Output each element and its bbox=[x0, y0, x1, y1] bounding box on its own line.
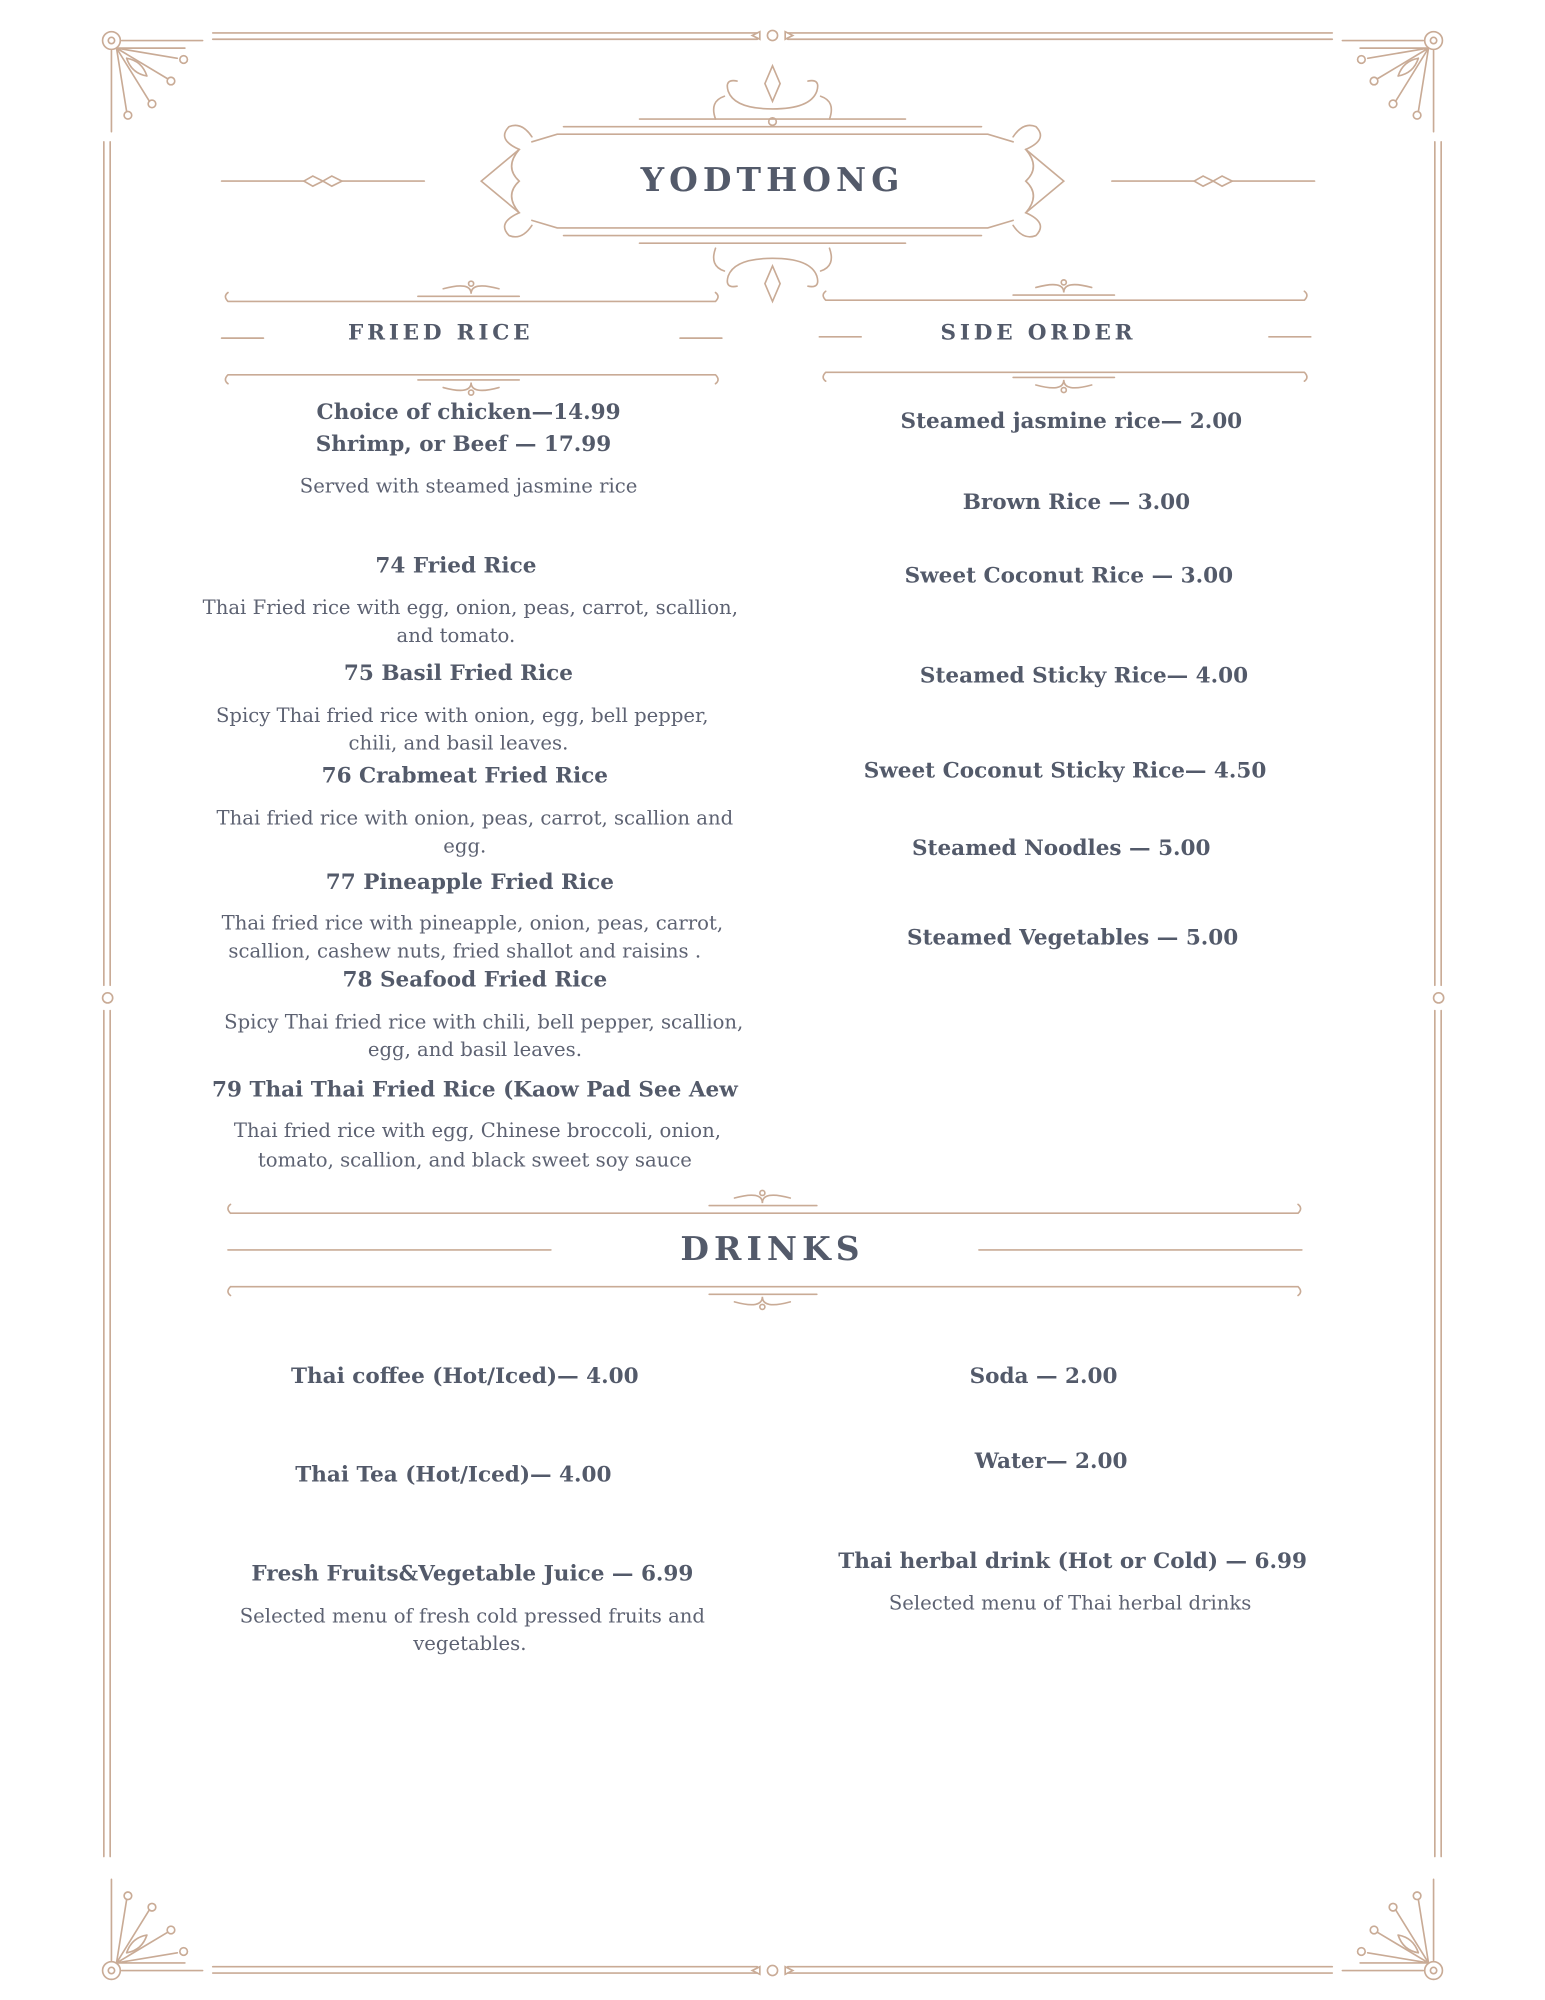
fried-rice-item-desc: Thai fried rice with pineapple, onion, peas, carrot, bbox=[221, 911, 724, 935]
fried-rice-item-desc: Thai Fried rice with egg, onion, peas, carrot, scallion, bbox=[202, 596, 738, 620]
drink-item: Soda — 2.00 bbox=[969, 1363, 1118, 1390]
choice-price-line-1: Choice of chicken—14.99 bbox=[316, 400, 621, 426]
fried-rice-item-desc: Spicy Thai fried rice with chili, bell pepper, scallion, bbox=[224, 1010, 744, 1034]
fried-rice-item-desc: Thai fried rice with egg, Chinese broccoli, onion, bbox=[233, 1119, 721, 1143]
corner-ornament-top-left bbox=[103, 32, 203, 132]
corner-ornament-top-right bbox=[1342, 32, 1442, 132]
side-order-heading: SIDE ORDER bbox=[940, 320, 1137, 346]
drink-item-desc: Selected menu of fresh cold pressed fruits and bbox=[239, 1604, 706, 1628]
fried-rice-item-name: 74 Fried Rice bbox=[375, 553, 537, 579]
side-order-item: Sweet Coconut Rice — 3.00 bbox=[904, 563, 1234, 589]
corner-ornament-bottom-right bbox=[1342, 1879, 1442, 1979]
fried-rice-item-name: 76 Crabmeat Fried Rice bbox=[321, 763, 608, 789]
choice-price-line-2: Shrimp, or Beef — 17.99 bbox=[315, 431, 612, 458]
drink-item-desc: vegetables. bbox=[413, 1632, 527, 1656]
drink-item: Fresh Fruits&Vegetable Juice — 6.99 bbox=[251, 1561, 694, 1587]
choice-note: Served with steamed jasmine rice bbox=[299, 474, 638, 498]
fried-rice-item-name: 75 Basil Fried Rice bbox=[343, 661, 574, 687]
fried-rice-heading: FRIED RICE bbox=[348, 320, 534, 346]
fried-rice-item-desc: Spicy Thai fried rice with onion, egg, bell pepper, bbox=[215, 704, 709, 727]
fried-rice-item-name: 77 Pineapple Fried Rice bbox=[325, 870, 614, 896]
corner-ornament-bottom-left bbox=[103, 1879, 203, 1979]
fried-rice-item-name: 78 Seafood Fried Rice bbox=[342, 967, 608, 993]
restaurant-name: YODTHONG bbox=[640, 162, 905, 201]
drink-item: Water— 2.00 bbox=[974, 1448, 1128, 1475]
fried-rice-item-desc: chili, and basil leaves. bbox=[348, 731, 569, 755]
fried-rice-item-desc: egg, and basil leaves. bbox=[367, 1038, 582, 1062]
drink-item: Thai herbal drink (Hot or Cold) — 6.99 bbox=[838, 1548, 1307, 1575]
side-order-item: Steamed jasmine rice— 2.00 bbox=[900, 409, 1243, 435]
drink-item: Thai coffee (Hot/Iced)— 4.00 bbox=[290, 1363, 639, 1390]
side-order-item: Sweet Coconut Sticky Rice— 4.50 bbox=[863, 758, 1267, 784]
fried-rice-item-desc: and tomato. bbox=[396, 624, 516, 648]
side-order-item: Steamed Sticky Rice— 4.00 bbox=[919, 663, 1249, 689]
fried-rice-item-desc: scallion, cashew nuts, fried shallot and raisins . bbox=[228, 939, 702, 963]
fried-rice-item-desc: egg. bbox=[443, 834, 487, 858]
side-order-item: Steamed Noodles — 5.00 bbox=[911, 835, 1211, 862]
drink-item-desc: Selected menu of Thai herbal drinks bbox=[888, 1591, 1252, 1615]
side-order-item: Steamed Vegetables — 5.00 bbox=[907, 925, 1239, 952]
fried-rice-item-desc: Thai fried rice with onion, peas, carrot, scallion and bbox=[216, 806, 734, 830]
frame-border-lines bbox=[103, 30, 1444, 1975]
drink-item: Thai Tea (Hot/Iced)— 4.00 bbox=[295, 1462, 612, 1489]
fried-rice-item-name: 79 Thai Thai Fried Rice (Kaow Pad See Aew bbox=[211, 1077, 738, 1104]
drinks-heading: DRINKS bbox=[680, 1230, 865, 1269]
fried-rice-item-desc: tomato, scallion, and black sweet soy sauce bbox=[257, 1148, 692, 1172]
side-order-item: Brown Rice — 3.00 bbox=[962, 490, 1191, 516]
